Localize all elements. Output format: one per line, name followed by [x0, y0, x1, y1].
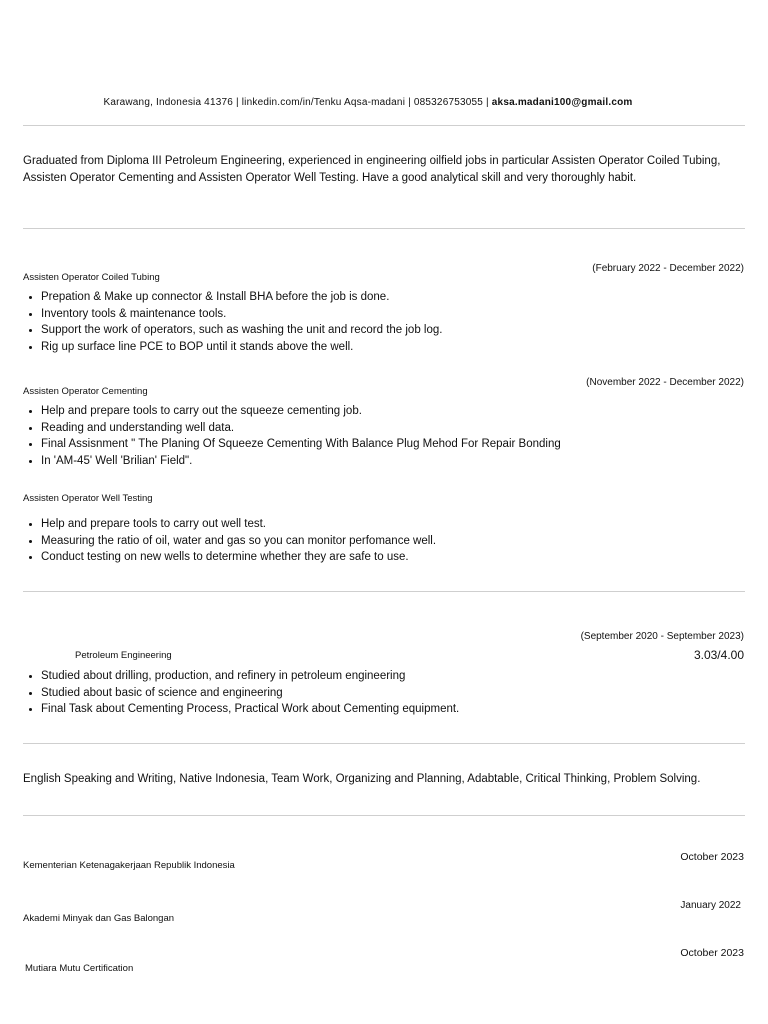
- education-date: (September 2020 - September 2023): [580, 631, 744, 642]
- list-item: • Help and prepare tools to carry out well test.: [41, 516, 436, 533]
- list-item: • Rig up surface line PCE to BOP until it stands above the well.: [41, 339, 442, 356]
- list-item: • Studied about basic of science and engineering: [41, 685, 459, 702]
- education-bullets: [23, 668, 459, 718]
- summary-text: Graduated from Diploma III Petroleum Engineering, experienced in engineering oilfield jobs in particular Assisten Operator Coiled Tubing, Assisten Operator Cementing and Assisten Operator Well Testing. Have a good analytical skill and very thoroughly habit.: [23, 155, 721, 184]
- certification-issuer: Kementerian Ketenagakerjaan Republik Indonesia: [23, 860, 235, 871]
- experience-bullets: [23, 289, 442, 355]
- certification-issuer: Mutiara Mutu Certification: [25, 963, 134, 974]
- list-item: • Final Task about Cementing Process, Practical Work about Cementing equipment.: [41, 701, 459, 718]
- experience-date: (February 2022 - December 2022): [592, 263, 744, 274]
- list-item: • Prepation & Make up connector & Install BHA before the job is done.: [41, 289, 442, 306]
- divider: [23, 228, 745, 229]
- certification-issuer: Akademi Minyak dan Gas Balongan: [23, 913, 175, 924]
- divider: [23, 591, 745, 592]
- list-item: • In 'AM-45' Well 'Brilian' Field".: [41, 453, 561, 470]
- experience-bullets: [23, 516, 436, 566]
- contact-line: Karawang, Indonesia 41376 | linkedin.com/in/Tenku Aqsa-madani | 085326753055 | aksa.madani100@gmail.com: [103, 97, 633, 108]
- experience-date: (November 2022 - December 2022): [586, 377, 744, 388]
- education-program: Petroleum Engineering: [75, 650, 172, 661]
- certification-date: October 2023: [680, 947, 744, 959]
- divider: [23, 815, 745, 816]
- divider: [23, 125, 745, 126]
- certification-date: January 2022: [680, 900, 741, 911]
- list-item: • Support the work of operators, such as washing the unit and record the job log.: [41, 322, 442, 339]
- list-item: • Measuring the ratio of oil, water and gas so you can monitor perfomance well.: [41, 533, 436, 550]
- skills-text: English Speaking and Writing, Native Indonesia, Team Work, Organizing and Planning, Adabtable, Critical Thinking, Problem Solving.: [23, 773, 701, 785]
- education-gpa: 3.03/4.00: [693, 648, 744, 662]
- list-item: • Conduct testing on new wells to determine whether they are safe to use.: [41, 549, 436, 566]
- list-item: • Inventory tools & maintenance tools.: [41, 306, 442, 323]
- divider: [23, 743, 745, 744]
- list-item: • Help and prepare tools to carry out the squeeze cementing job.: [41, 403, 561, 420]
- experience-role: Assisten Operator Coiled Tubing: [23, 272, 160, 283]
- email-link[interactable]: aksa.madani100@gmail.com: [491, 97, 633, 108]
- certification-date: October 2023: [680, 851, 744, 863]
- experience-role: Assisten Operator Cementing: [23, 386, 148, 397]
- contact-location: Karawang, Indonesia 41376: [103, 97, 233, 108]
- list-item: • Final Assisnment " The Planing Of Squeeze Cementing With Balance Plug Mehod For Repair Bonding: [41, 436, 561, 453]
- list-item: • Studied about drilling, production, and refinery in petroleum engineering: [41, 668, 459, 685]
- list-item: • Reading and understanding well data.: [41, 420, 561, 437]
- experience-role: Assisten Operator Well Testing: [23, 493, 153, 504]
- phone-number: 085326753055: [413, 97, 484, 108]
- linkedin-link[interactable]: linkedin.com/in/Tenku Aqsa-madani: [241, 97, 406, 108]
- experience-bullets: [23, 403, 561, 469]
